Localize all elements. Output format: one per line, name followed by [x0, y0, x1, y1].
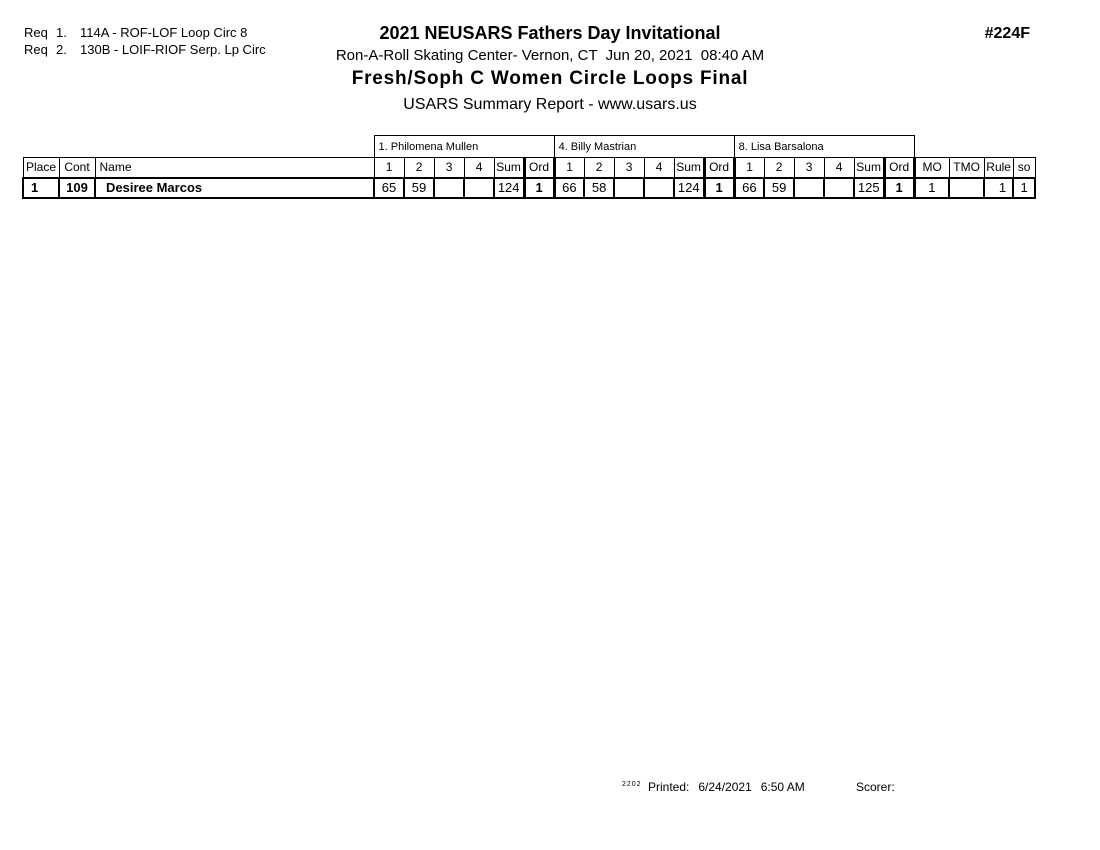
- judge-row-spacer: [914, 136, 1035, 158]
- score-cell: [614, 178, 644, 198]
- majority-ordinal-cell: 1: [914, 178, 949, 198]
- score-cell: [434, 178, 464, 198]
- col-header-trial: 1: [554, 158, 584, 178]
- sum-cell: 125: [854, 178, 884, 198]
- title-block: [0, 23, 1100, 114]
- score-cell: 66: [734, 178, 764, 198]
- col-header-so: so: [1013, 158, 1035, 178]
- ordinal-cell: 1: [884, 178, 914, 198]
- col-header-mo: MO: [914, 158, 949, 178]
- contestant-number-cell: 109: [59, 178, 95, 198]
- total-majority-ordinal-cell: [949, 178, 984, 198]
- venue-date-line: Ron-A-Roll Skating Center- Vernon, CT Jun 20, 2021 08:40 AM: [335, 47, 765, 64]
- col-header-trial: 2: [584, 158, 614, 178]
- judge-header-row: [23, 136, 1035, 158]
- result-row: [23, 178, 1035, 198]
- col-header-cont: Cont: [59, 158, 95, 178]
- col-header-trial: 4: [644, 158, 674, 178]
- report-number: #224F: [984, 25, 1030, 42]
- judge-name: 8. Lisa Barsalona: [734, 136, 914, 158]
- judge-name: 4. Billy Mastrian: [554, 136, 734, 158]
- col-header-trial: 3: [434, 158, 464, 178]
- column-header-row: [23, 158, 1035, 178]
- judge-name: 1. Philomena Mullen: [374, 136, 554, 158]
- col-header-trial: 1: [374, 158, 404, 178]
- col-header-trial: 2: [404, 158, 434, 178]
- rule-cell: 1: [984, 178, 1013, 198]
- printed-line: [648, 780, 805, 794]
- judge-row-spacer: [23, 136, 374, 158]
- col-header-sum: Sum: [674, 158, 704, 178]
- col-header-sum: Sum: [494, 158, 524, 178]
- req-label: Req: [24, 25, 48, 40]
- req-description: 114A - ROF-LOF Loop Circ 8: [80, 25, 248, 40]
- printed-label: Printed:: [648, 780, 690, 794]
- printed-date: 6/24/2021: [698, 780, 752, 794]
- col-header-trial: 1: [734, 158, 764, 178]
- version-mark: 2202: [622, 781, 642, 788]
- req-number: 2.: [56, 42, 67, 57]
- req-number: 1.: [56, 25, 67, 40]
- sum-cell: 124: [674, 178, 704, 198]
- so-cell: 1: [1013, 178, 1035, 198]
- score-cell: [794, 178, 824, 198]
- col-header-trial: 4: [824, 158, 854, 178]
- col-header-ord: Ord: [704, 158, 734, 178]
- col-header-trial: 3: [794, 158, 824, 178]
- place-cell: 1: [23, 178, 59, 198]
- col-header-trial: 2: [764, 158, 794, 178]
- score-cell: [464, 178, 494, 198]
- req-description: 130B - LOIF-RIOF Serp. Lp Circ: [80, 42, 266, 57]
- col-header-rule: Rule: [984, 158, 1013, 178]
- score-cell: 65: [374, 178, 404, 198]
- col-header-trial: 4: [464, 158, 494, 178]
- score-cell: [644, 178, 674, 198]
- sum-cell: 124: [494, 178, 524, 198]
- ordinal-cell: 1: [524, 178, 554, 198]
- printed-time: 6:50 AM: [760, 780, 805, 794]
- col-header-sum: Sum: [854, 158, 884, 178]
- col-header-trial: 3: [614, 158, 644, 178]
- req-label: Req: [24, 42, 48, 57]
- score-cell: 58: [584, 178, 614, 198]
- score-cell: [824, 178, 854, 198]
- ordinal-cell: 1: [704, 178, 734, 198]
- col-header-ord: Ord: [524, 158, 554, 178]
- score-cell: 59: [404, 178, 434, 198]
- col-header-place: Place: [23, 158, 59, 178]
- results-table: [22, 135, 1036, 199]
- col-header-ord: Ord: [884, 158, 914, 178]
- score-cell: 66: [554, 178, 584, 198]
- scorer-label: Scorer:: [856, 780, 895, 794]
- col-header-name: Name: [95, 158, 374, 178]
- event-title: 2021 NEUSARS Fathers Day Invitational: [379, 23, 721, 43]
- event-class-line: Fresh/Soph C Women Circle Loops Final: [351, 68, 749, 89]
- report-type-line: USARS Summary Report - www.usars.us: [403, 96, 697, 113]
- col-header-tmo: TMO: [949, 158, 984, 178]
- score-cell: 59: [764, 178, 794, 198]
- skater-name-cell: Desiree Marcos: [95, 178, 374, 198]
